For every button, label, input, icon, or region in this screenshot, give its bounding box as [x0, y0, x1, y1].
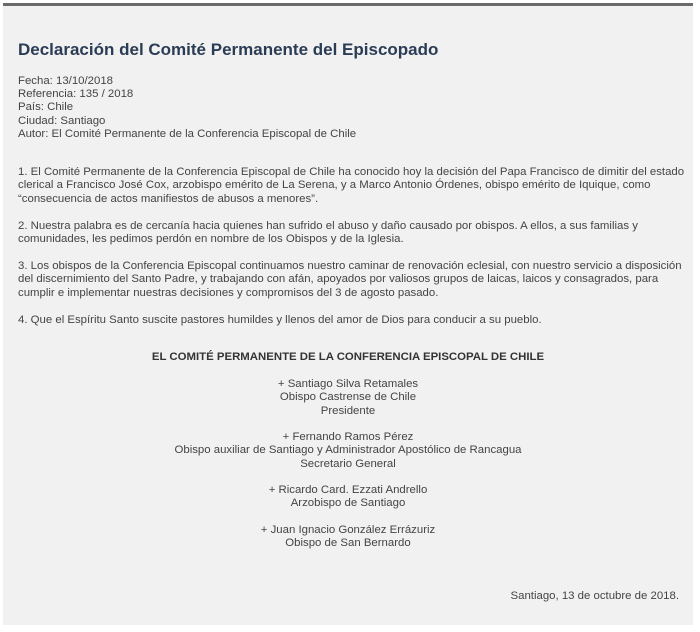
signatory-role: Obispo de San Bernardo: [285, 537, 411, 550]
meta-author: Autor: El Comité Permanente de la Conferencia Episcopal de Chile: [18, 127, 357, 140]
document-metadata: [18, 75, 356, 141]
paragraph-1: 1. El Comité Permanente de la Conferencia Episcopal de Chile ha conocido hoy la decisión del Papa Francisco de dimitir del estado clerical a Francisco José Cox, arzobispo emérito de La Serena, y a Marco Antonio Órdenes, obispo emérito de Iquique, como “consecuencia de actos manifiestos de abusos a menores”.: [18, 166, 685, 205]
signatory-block: [3, 378, 693, 418]
meta-reference: Referencia: 135 / 2018: [18, 88, 134, 101]
signatory-name: + Ricardo Card. Ezzati Andrello: [268, 484, 428, 496]
signatory-block: [3, 524, 693, 551]
closing-date: Santiago, 13 de octubre de 2018.: [510, 590, 679, 602]
meta-date: Fecha: 13/10/2018: [18, 75, 113, 87]
page-title: Declaración del Comité Permanente del Episcopado: [18, 40, 439, 59]
signatory-role: Secretario General: [300, 457, 396, 470]
signatory-block: [3, 431, 693, 471]
meta-country: País: Chile: [18, 101, 74, 114]
signatory-role: Obispo auxiliar de Santiago y Administrador Apostólico de Rancagua: [174, 444, 522, 457]
signatory-name: + Fernando Ramos Pérez: [282, 431, 414, 443]
paragraph-2: 2. Nuestra palabra es de cercanía hacia quienes han sufrido el abuso y daño causado por obispos. A ellos, a sus familias y comunidades, les pedimos perdón en nombre de los Obispos y de la Iglesia.: [18, 220, 638, 246]
signatory-role: Arzobispo de Santiago: [290, 497, 406, 510]
meta-city: Ciudad: Santiago: [18, 114, 106, 127]
signatory-name: + Juan Ignacio González Errázuriz: [260, 524, 436, 536]
signatory-role: Presidente: [320, 404, 376, 417]
committee-heading: EL COMITÉ PERMANENTE DE LA CONFERENCIA EPISCOPAL DE CHILE: [151, 351, 545, 363]
paragraph-3: 3. Los obispos de la Conferencia Episcopal continuamos nuestro caminar de renovación eclesial, con nuestro servicio a disposición del discernimiento del Santo Padre, y trabajando con afán, apoyados por valiosos grupos de laicas, laicos y consagrados, para cumplir e implementar nuestras decisiones y compromisos del 3 de agosto pasado.: [18, 260, 682, 299]
paragraph-4: 4. Que el Espíritu Santo suscite pastores humildes y llenos del amor de Dios para conducir a su pueblo.: [18, 314, 542, 326]
signatory-name: + Santiago Silva Retamales: [277, 378, 419, 390]
signatory-block: [3, 484, 693, 511]
document-panel: [3, 3, 693, 625]
signatory-role: Obispo Castrense de Chile: [279, 391, 417, 404]
